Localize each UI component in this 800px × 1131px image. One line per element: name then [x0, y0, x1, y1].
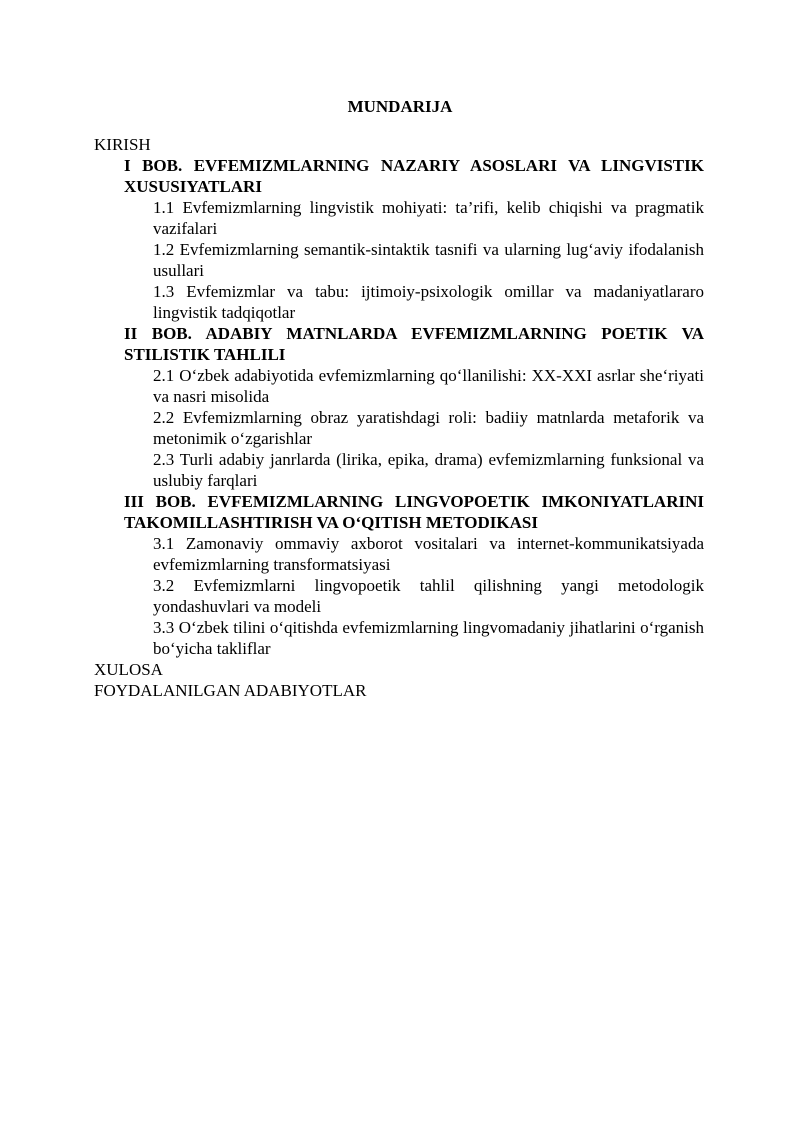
toc-conclusion: XULOSA: [94, 660, 163, 679]
toc-section-1-1: 1.1 Evfemizmlarning lingvistik mohiyati: ta’rifi, kelib chiqishi va pragmatik vazifalari: [153, 198, 704, 238]
toc-chapter-3: III BOB. EVFEMIZMLARNING LINGVOPOETIK IMKONIYATLARINI TAKOMILLASHTIRISH VA O‘QITISH METODIKASI: [124, 492, 704, 532]
toc-section-3-1: 3.1 Zamonaviy ommaviy axborot vositalari va internet-kommunikatsiyada evfemizmlarning transformatsiyasi: [153, 534, 704, 574]
toc-section-3-3: 3.3 O‘zbek tilini o‘qitishda evfemizmlarning lingvomadaniy jihatlarini o‘rganish bo‘yicha takliflar: [153, 618, 704, 658]
toc-section-2-3: 2.3 Turli adabiy janrlarda (lirika, epika, drama) evfemizmlarning funksional va uslubiy farqlari: [153, 450, 704, 490]
toc-section-2-2: 2.2 Evfemizmlarning obraz yaratishdagi roli: badiiy matnlarda metaforik va metonimik o‘zgarishlar: [153, 408, 704, 448]
toc-references: FOYDALANILGAN ADABIYOTLAR: [94, 681, 367, 700]
page-title: MUNDARIJA: [347, 97, 453, 116]
toc-chapter-1: I BOB. EVFEMIZMLARNING NAZARIY ASOSLARI VA LINGVISTIK XUSUSIYATLARI: [124, 156, 704, 196]
toc-chapter-2: II BOB. ADABIY MATNLARDA EVFEMIZMLARNING POETIK VA STILISTIK TAHLILI: [124, 324, 704, 364]
toc-section-3-2: 3.2 Evfemizmlarni lingvopoetik tahlil qilishning yangi metodologik yondashuvlari va modeli: [153, 576, 704, 616]
table-of-contents: [94, 134, 704, 701]
toc-intro: KIRISH: [94, 135, 151, 154]
toc-section-2-1: 2.1 O‘zbek adabiyotida evfemizmlarning qo‘llanilishi: XX-XXI asrlar she‘riyati va nasri misolida: [153, 366, 704, 406]
toc-section-1-3: 1.3 Evfemizmlar va tabu: ijtimoiy-psixologik omillar va madaniyatlararo lingvistik tadqiqotlar: [153, 282, 704, 322]
toc-section-1-2: 1.2 Evfemizmlarning semantik-sintaktik tasnifi va ularning lug‘aviy ifodalanish usullari: [153, 240, 704, 280]
